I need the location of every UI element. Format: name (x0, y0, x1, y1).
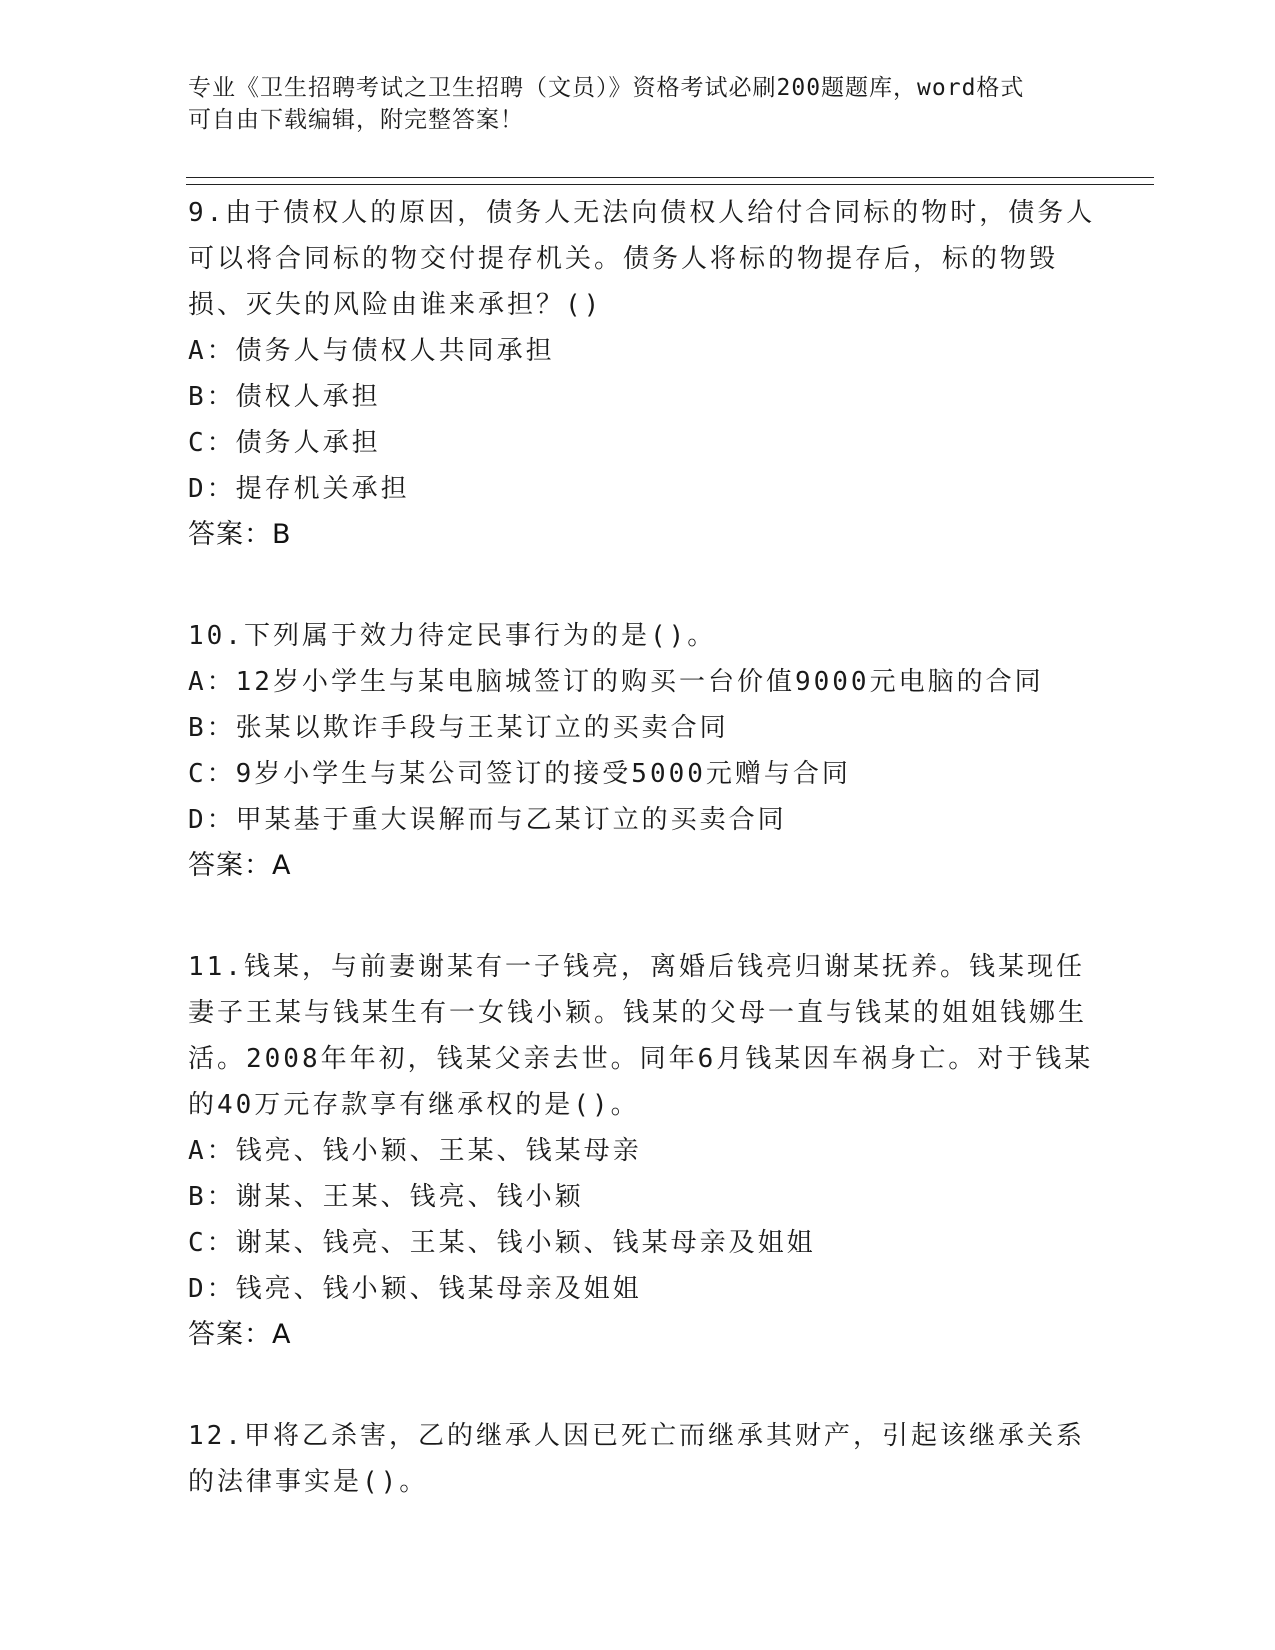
option-a: A：12岁小学生与某电脑城签订的购买一台价值9000元电脑的合同 (188, 667, 1044, 697)
question-9 (188, 190, 1108, 558)
answer-label: 答案：B (188, 519, 292, 550)
question-stem: 12.甲将乙杀害，乙的继承人因已死亡而继承其财产，引起该继承关系的法律事实是()。 (188, 1421, 1085, 1497)
option-b: B：谢某、王某、钱亮、钱小颖 (188, 1182, 584, 1212)
question-10 (188, 613, 1108, 889)
option-a: A：债务人与债权人共同承担 (188, 336, 555, 366)
question-stem: 11.钱某，与前妻谢某有一子钱亮，离婚后钱亮归谢某抚养。钱某现任妻子王某与钱某生有一女钱小颖。钱某的父母一直与钱某的姐姐钱娜生活。2008年年初，钱某父亲去世。同年6月钱某因车祸身亡。对于钱某的40万元存款享有继承权的是()。 (188, 952, 1094, 1120)
option-d: D：甲某基于重大误解而与乙某订立的买卖合同 (188, 805, 787, 835)
option-c: C：谢某、钱亮、王某、钱小颖、钱某母亲及姐姐 (188, 1228, 816, 1258)
question-12 (188, 1413, 1108, 1505)
question-11 (188, 944, 1108, 1358)
option-c: C：债务人承担 (188, 428, 381, 458)
question-stem: 10.下列属于效力待定民事行为的是()。 (188, 621, 717, 651)
option-d: D：提存机关承担 (188, 474, 410, 504)
option-b: B：债权人承担 (188, 382, 381, 412)
header-line-2: 可自由下载编辑，附完整答案！ (188, 107, 524, 133)
question-stem: 9.由于债权人的原因，债务人无法向债权人给付合同标的物时，债务人可以将合同标的物交付提存机关。债务人将标的物提存后，标的物毁损、灭失的风险由谁来承担？() (188, 198, 1096, 320)
header-rule-top (186, 177, 1154, 178)
document-header (188, 72, 1068, 136)
option-d: D：钱亮、钱小颖、钱某母亲及姐姐 (188, 1274, 642, 1304)
option-a: A：钱亮、钱小颖、王某、钱某母亲 (188, 1136, 642, 1166)
option-b: B：张某以欺诈手段与王某订立的买卖合同 (188, 713, 729, 743)
answer-label: 答案：A (188, 850, 292, 881)
header-rule-bottom (186, 184, 1154, 185)
header-line-1: 专业《卫生招聘考试之卫生招聘（文员）》资格考试必刷200题题库，word格式 (188, 75, 1025, 101)
question-list (188, 190, 1108, 1560)
answer-label: 答案：A (188, 1319, 292, 1350)
option-c: C：9岁小学生与某公司签订的接受5000元赠与合同 (188, 759, 851, 789)
